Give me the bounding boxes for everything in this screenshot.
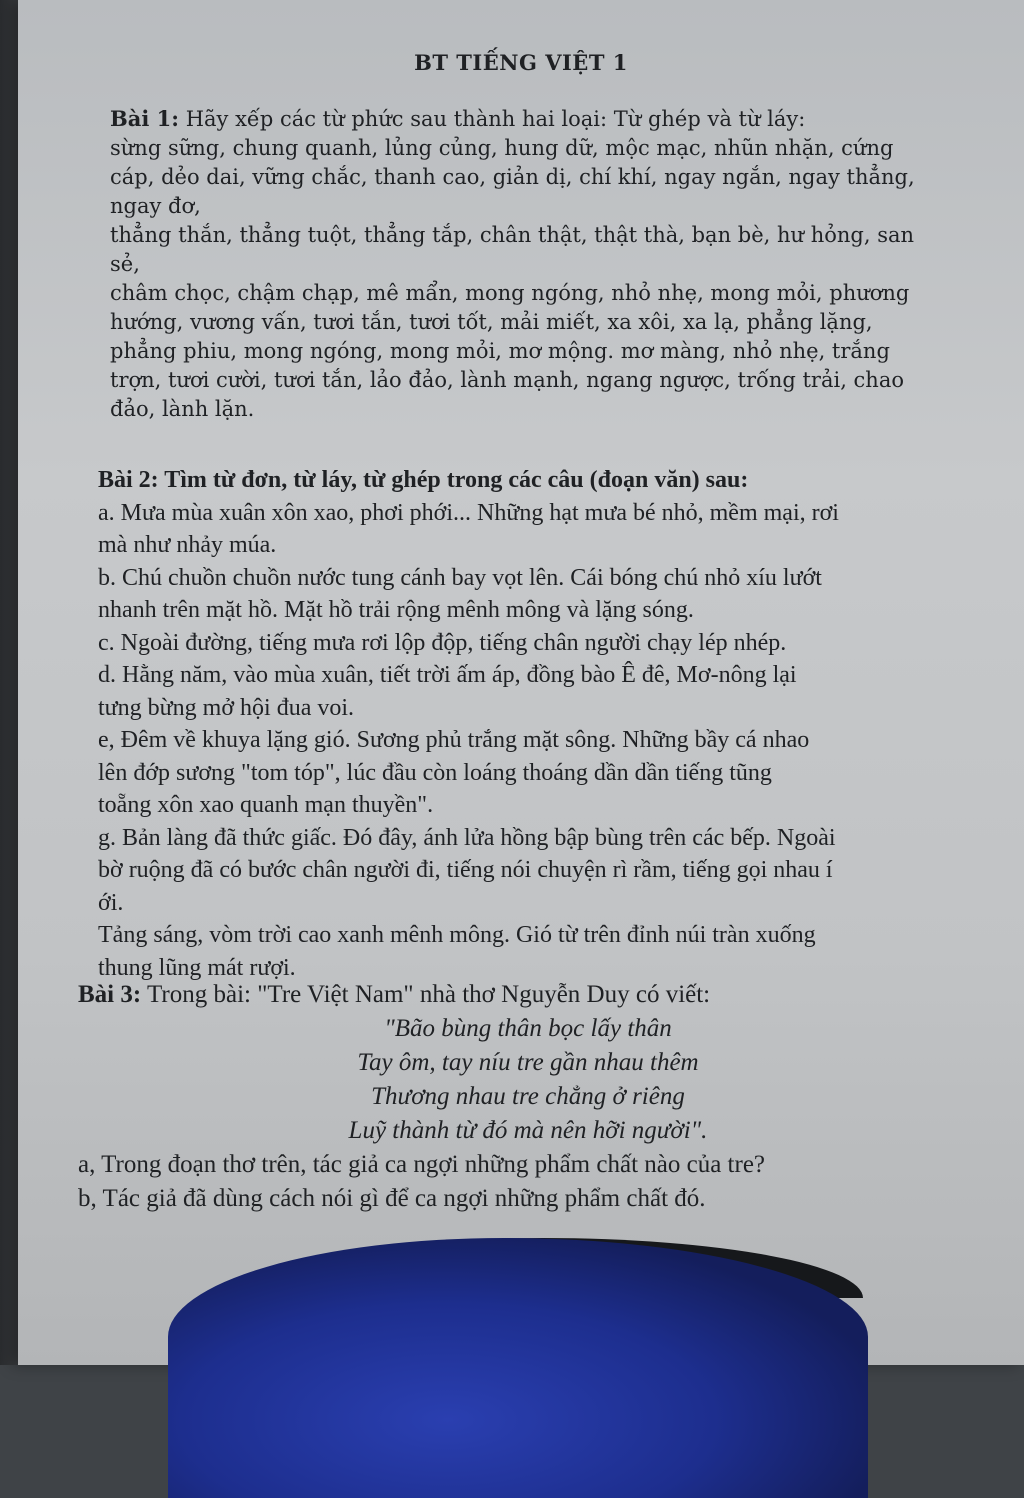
exercise-1-line: đảo, lành lặn.: [110, 397, 255, 421]
exercise-3-intro-line: [78, 978, 978, 1012]
exercise-3-intro: Trong bài: "Tre Việt Nam" nhà thơ Nguyễn Duy có viết:: [147, 981, 711, 1008]
worksheet-paper: [18, 0, 1024, 1365]
exercise-2-line: a. Mưa mùa xuân xôn xao, phơi phới... Những hạt mưa bé nhỏ, mềm mại, rơi: [98, 499, 839, 526]
exercise-2-line: d. Hằng năm, vào mùa xuân, tiết trời ấm áp, đồng bào Ê đê, Mơ-nông lại: [98, 662, 797, 688]
exercise-1-line: hướng, vương vấn, tươi tắn, tươi tốt, mải miết, xa xôi, xa lạ, phẳng lặng,: [110, 310, 873, 334]
exercise-1-line: [110, 104, 950, 134]
exercise-2-line: g. Bản làng đã thức giấc. Đó đây, ánh lửa hồng bập bùng trên các bếp. Ngoài: [98, 824, 836, 851]
exercise-1-prompt: Hãy xếp các từ phức sau thành hai loại: Từ ghép và từ láy:: [185, 107, 806, 131]
exercise-1-line: ngay đơ,: [110, 194, 201, 218]
exercise-2-line: toẵng xôn xao quanh mạn thuyền".: [98, 792, 434, 818]
blue-object-foreground: [168, 1238, 868, 1498]
exercise-2-line: lên đớp sương "tom tóp", lúc đầu còn loáng thoáng dần dần tiếng tũng: [98, 759, 772, 786]
exercise-2-line: nhanh trên mặt hồ. Mặt hồ trải rộng mênh mông và lặng sóng.: [98, 597, 694, 623]
exercise-1-line: sừng sững, chung quanh, lủng củng, hung dữ, mộc mạc, nhũn nhặn, cứng: [110, 136, 894, 160]
exercise-2-line: b. Chú chuồn chuồn nước tung cánh bay vọt lên. Cái bóng chú nhỏ xíu lướt: [98, 564, 822, 591]
exercise-3: [78, 978, 978, 1216]
exercise-1-line: cáp, dẻo dai, vững chắc, thanh cao, giản dị, chí khí, ngay ngắn, ngay thẳng,: [110, 165, 915, 189]
exercise-2-line: mà như nhảy múa.: [98, 532, 277, 558]
exercise-1-line: phẳng phiu, mong ngóng, mong mỏi, mơ mộng. mơ màng, nhỏ nhẹ, trắng: [110, 339, 890, 363]
exercise-2-line: tưng bừng mở hội đua voi.: [98, 694, 355, 721]
exercise-2-line: ới.: [98, 889, 124, 916]
exercise-1-line: trợn, tươi cười, tươi tắn, lảo đảo, lành mạnh, ngang ngược, trống trải, chao: [110, 368, 904, 392]
exercise-2-line: e, Đêm về khuya lặng gió. Sương phủ trắng mặt sông. Những bầy cá nhao: [98, 727, 810, 753]
poem-line: Thương nhau tre chẳng ở riêng: [371, 1083, 685, 1110]
exercise-3-label: Bài 3:: [78, 981, 142, 1008]
exercise-2-line: Tảng sáng, vòm trời cao xanh mênh mông. Gió từ trên đỉnh núi tràn xuống: [98, 922, 816, 948]
exercise-2-line: thung lũng mát rượi.: [98, 954, 296, 981]
exercise-1-line: sẻ,: [110, 252, 140, 276]
question-a: a, Trong đoạn thơ trên, tác giả ca ngợi những phẩm chất nào của tre?: [78, 1151, 766, 1178]
exercise-1: [110, 104, 950, 424]
question-b: b, Tác giả đã dùng cách nói gì để ca ngợi những phẩm chất đó.: [78, 1185, 706, 1212]
poem-line: Tay ôm, tay níu tre gần nhau thêm: [357, 1049, 699, 1076]
exercise-1-line: thẳng thắn, thẳng tuột, thẳng tắp, chân thật, thật thà, bạn bè, hư hỏng, san: [110, 223, 915, 247]
exercise-1-line: châm chọc, chậm chạp, mê mẩn, mong ngóng, nhỏ nhẹ, mong mỏi, phương: [110, 281, 910, 305]
poem-line: "Bão bùng thân bọc lấy thân: [384, 1015, 672, 1042]
exercise-1-label: Bài 1:: [110, 106, 180, 131]
worksheet-title: BT TIẾNG VIỆT 1: [414, 50, 628, 75]
exercise-2-line: c. Ngoài đường, tiếng mưa rơi lộp độp, tiếng chân người chạy lép nhép.: [98, 629, 787, 656]
exercise-2: [98, 464, 976, 984]
poem-line: Luỹ thành từ đó mà nên hỡi người".: [348, 1117, 708, 1144]
exercise-2-heading: Bài 2: Tìm từ đơn, từ láy, từ ghép trong các câu (đoạn văn) sau:: [98, 467, 749, 493]
exercise-2-line: bờ ruộng đã có bước chân người đi, tiếng nói chuyện rì rầm, tiếng gọi nhau í: [98, 857, 833, 883]
